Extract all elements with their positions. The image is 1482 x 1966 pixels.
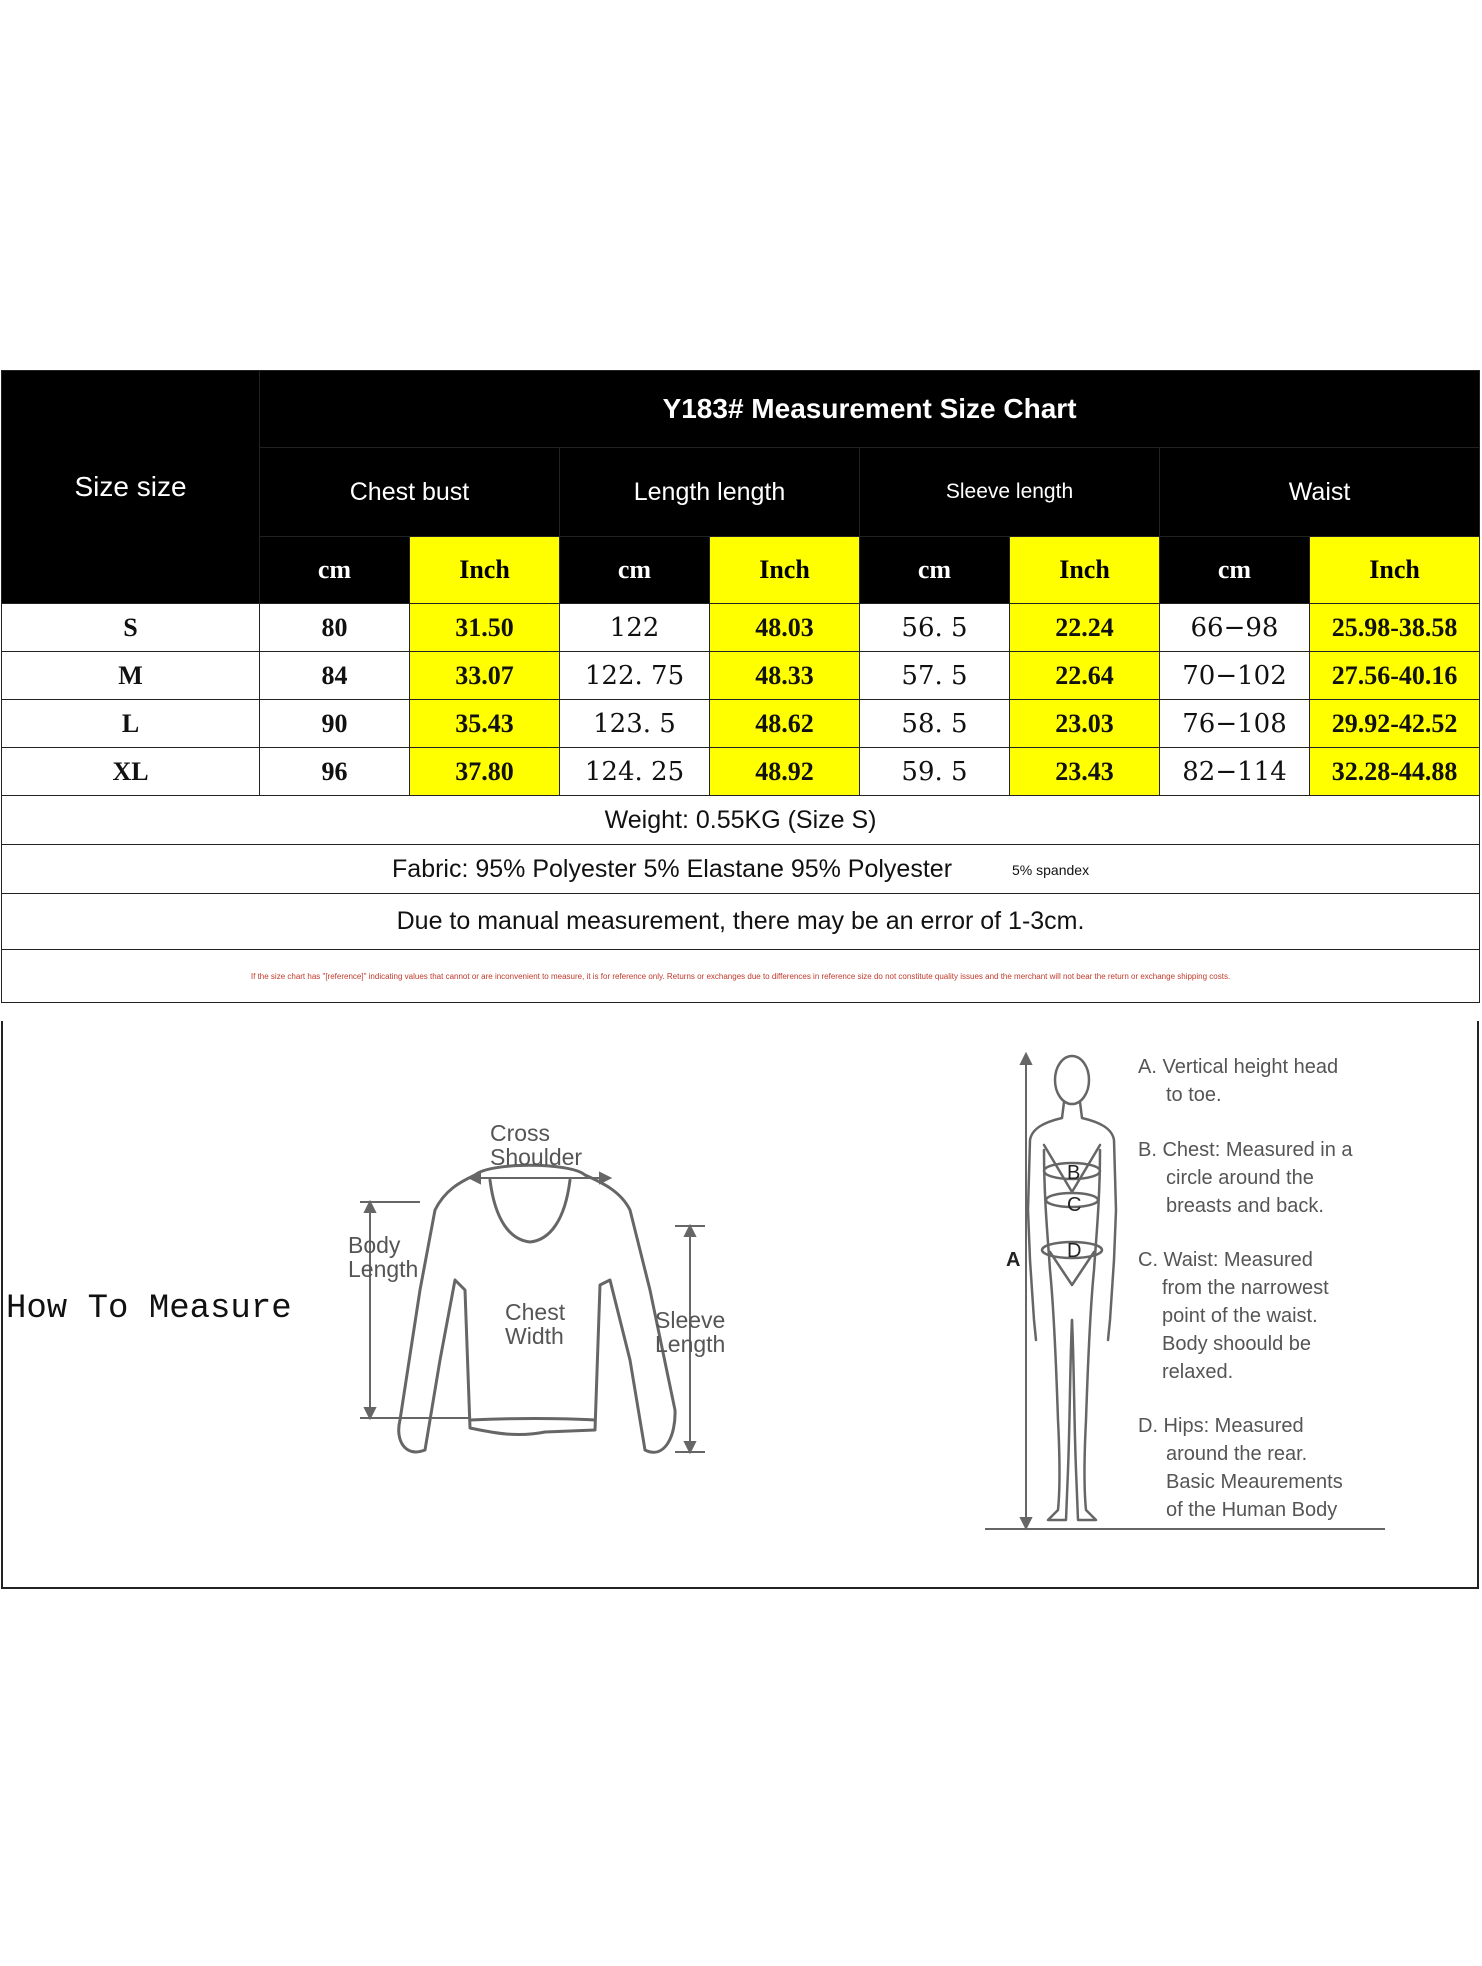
unit-header-inch: Inch (1310, 537, 1480, 604)
unit-header-inch: Inch (410, 537, 560, 604)
size-cell: L (2, 700, 260, 748)
length-inch-cell: 48.62 (710, 700, 860, 748)
sleeve-cm-cell: 58. 5 (860, 700, 1010, 748)
note-chest: B. Chest: Measured in a circle around the breasts and back. (1138, 1139, 1353, 1217)
size-column-header: Size size (2, 371, 260, 604)
waist-inch-cell: 29.92-42.52 (1310, 700, 1480, 748)
chest-cm-cell: 84 (260, 652, 410, 700)
fabric-note (2, 845, 1480, 894)
sleeve-cm-cell: 56. 5 (860, 604, 1010, 652)
sleeve-inch-cell: 23.43 (1010, 748, 1160, 796)
length-cm-cell: 124. 25 (560, 748, 710, 796)
length-cm-cell: 123. 5 (560, 700, 710, 748)
unit-header-cm: cm (1160, 537, 1310, 604)
group-header-sleeve: Sleeve length (860, 448, 1160, 537)
figure-baseline (985, 1528, 1385, 1530)
note-hips: D. Hips: Measured around the rear. Basic Meaurements of the Human Body (1138, 1415, 1343, 1521)
chart-title: Y183# Measurement Size Chart (260, 371, 1480, 448)
waist-cm-cell: 82−114 (1160, 748, 1310, 796)
waist-cm-cell: 66−98 (1160, 604, 1310, 652)
fabric-small-text: 5% spandex (1012, 861, 1090, 878)
size-cell: S (2, 604, 260, 652)
waist-inch-cell: 27.56-40.16 (1310, 652, 1480, 700)
marker-b: B (1067, 1162, 1081, 1184)
sleeve-inch-cell: 23.03 (1010, 700, 1160, 748)
unit-header-inch: Inch (710, 537, 860, 604)
length-inch-cell: 48.92 (710, 748, 860, 796)
length-inch-cell: 48.33 (710, 652, 860, 700)
table-row (2, 700, 1480, 748)
chest-cm-cell: 90 (260, 700, 410, 748)
table-row (2, 748, 1480, 796)
unit-header-cm: cm (860, 537, 1010, 604)
body-length-label: Body Length (348, 1232, 419, 1282)
disclaimer-note: If the size chart has "[reference]" indicating values that cannot or are inconvenient to measure, it is for reference only. Returns or exchanges due to differences in reference size do not constitute quality issues and the merchant will not bear the return or exchange shipping costs. (2, 950, 1480, 1003)
unit-header-cm: cm (560, 537, 710, 604)
group-header-waist: Waist (1160, 448, 1480, 537)
group-header-length: Length length (560, 448, 860, 537)
chest-inch-cell: 35.43 (410, 700, 560, 748)
unit-header-cm: cm (260, 537, 410, 604)
chest-width-label: Chest Width (505, 1299, 566, 1349)
size-cell: M (2, 652, 260, 700)
fabric-text: Fabric: 95% Polyester 5% Elastane 95% Polyester (392, 854, 953, 883)
waist-cm-cell: 70−102 (1160, 652, 1310, 700)
marker-d: D (1067, 1240, 1082, 1262)
weight-note: Weight: 0.55KG (Size S) (2, 796, 1480, 845)
note-waist: C. Waist: Measured from the narrowest point of the waist. Body shoould be relaxed. (1138, 1249, 1329, 1383)
cross-shoulder-label: Cross Shoulder (490, 1120, 583, 1170)
marker-a: A (1006, 1249, 1021, 1271)
sweater-sketch (340, 1120, 760, 1470)
waist-inch-cell: 32.28-44.88 (1310, 748, 1480, 796)
size-cell: XL (2, 748, 260, 796)
sleeve-inch-cell: 22.64 (1010, 652, 1160, 700)
error-note: Due to manual measurement, there may be an error of 1-3cm. (2, 894, 1480, 950)
waist-cm-cell: 76−108 (1160, 700, 1310, 748)
body-figure-diagram (1000, 1040, 1140, 1540)
unit-header-inch: Inch (1010, 537, 1160, 604)
table-row (2, 604, 1480, 652)
length-cm-cell: 122. 75 (560, 652, 710, 700)
sleeve-inch-cell: 22.24 (1010, 604, 1160, 652)
group-header-chest: Chest bust (260, 448, 560, 537)
size-chart-table (1, 370, 1480, 1003)
chest-cm-cell: 80 (260, 604, 410, 652)
length-inch-cell: 48.03 (710, 604, 860, 652)
note-vertical-height: A. Vertical height head to toe. (1138, 1056, 1339, 1106)
sleeve-cm-cell: 57. 5 (860, 652, 1010, 700)
chest-inch-cell: 33.07 (410, 652, 560, 700)
table-row (2, 652, 1480, 700)
waist-inch-cell: 25.98-38.58 (1310, 604, 1480, 652)
how-to-measure-title: How To Measure (6, 1290, 292, 1328)
chest-cm-cell: 96 (260, 748, 410, 796)
chest-inch-cell: 37.80 (410, 748, 560, 796)
length-cm-cell: 122 (560, 604, 710, 652)
chest-inch-cell: 31.50 (410, 604, 560, 652)
sleeve-cm-cell: 59. 5 (860, 748, 1010, 796)
sleeve-length-label: Sleeve Length (655, 1307, 726, 1357)
marker-c: C (1067, 1194, 1082, 1216)
